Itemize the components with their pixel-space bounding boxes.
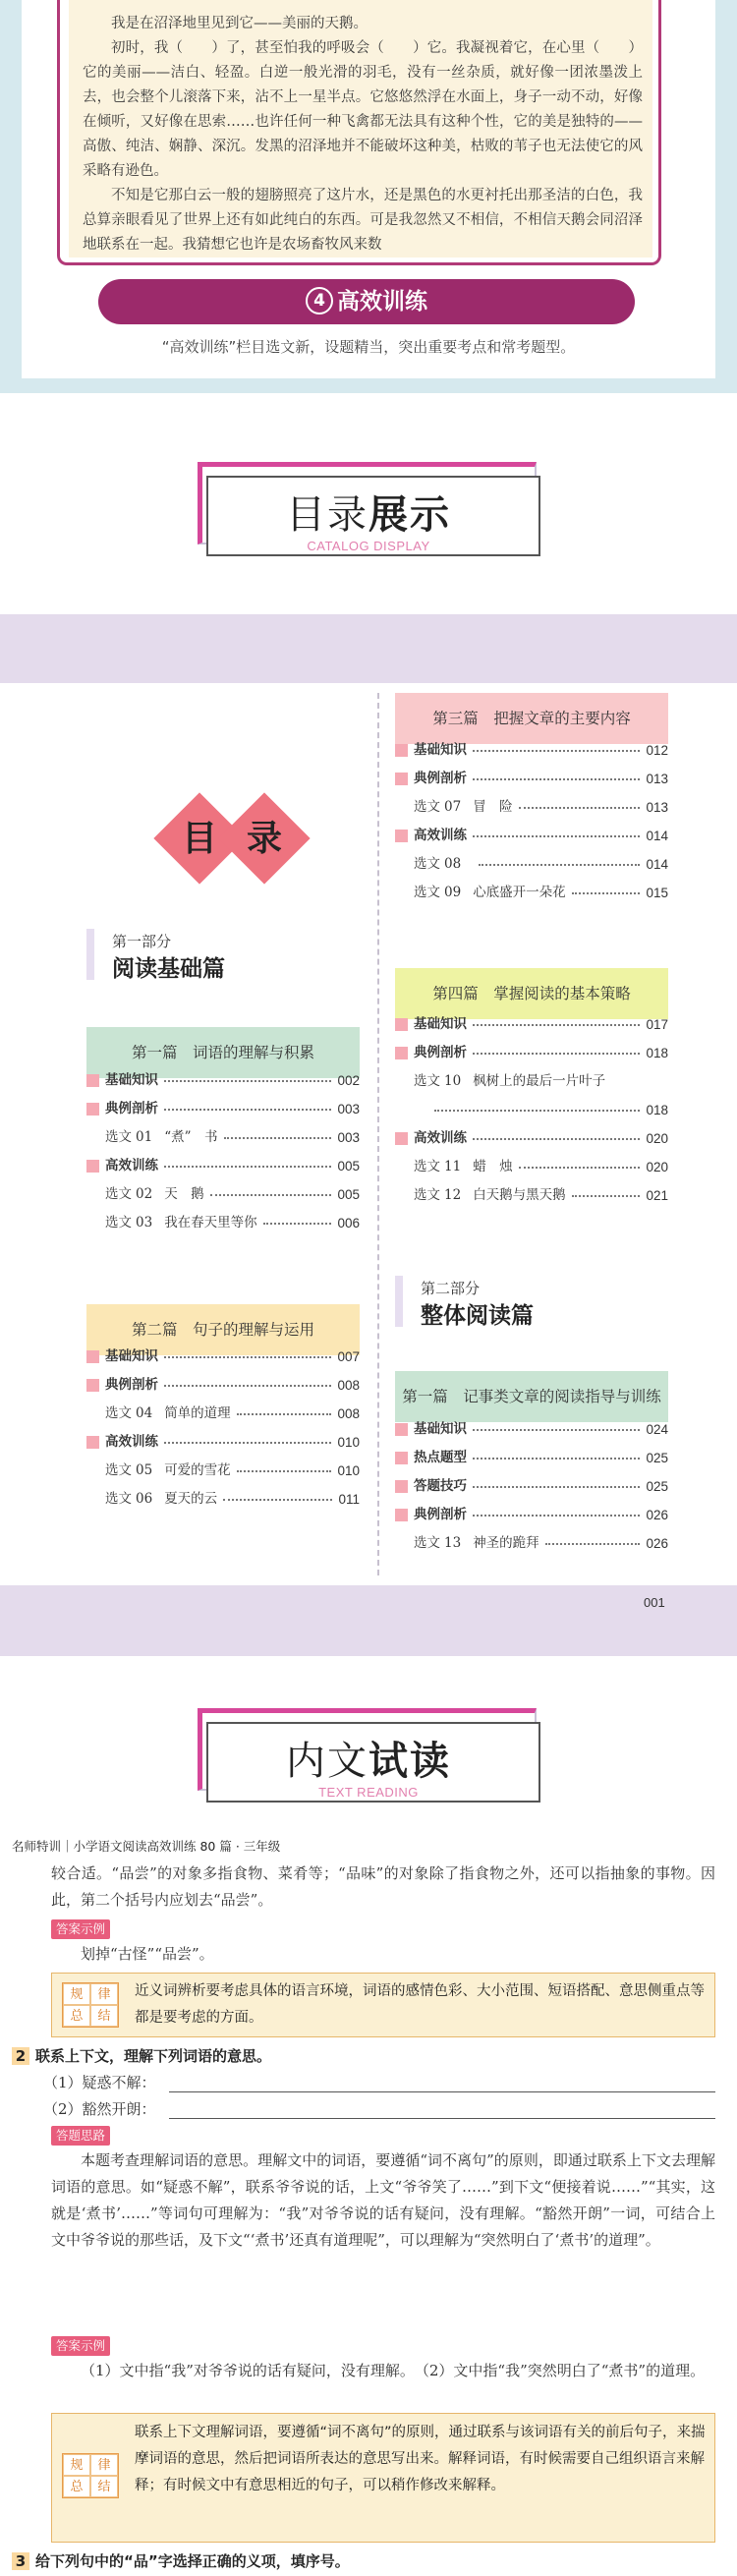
leader-dots	[473, 1138, 640, 1140]
toc-entry[interactable]	[395, 1039, 668, 1067]
rule-summary-label: 规 律 总 结	[62, 1982, 119, 2028]
leader-dots	[473, 750, 640, 752]
toc-entry-number: 06	[136, 1491, 153, 1507]
column-divider	[377, 693, 379, 1575]
answer-blank-line	[169, 2091, 715, 2092]
leader-dots	[572, 892, 641, 894]
running-head: 名师特训｜小学语文阅读高效训练 80 篇 · 三年级	[12, 1839, 281, 1854]
question-number: 3	[12, 2552, 29, 2570]
toc-entry-number: 01	[136, 1129, 153, 1145]
toc-entry-label: 基础知识	[105, 1072, 158, 1088]
banner-label: 高效训练	[337, 289, 427, 315]
toc-entry[interactable]	[395, 1124, 668, 1153]
leader-dots	[473, 1515, 640, 1517]
leader-dots	[164, 1442, 331, 1444]
part-marker	[395, 1276, 403, 1327]
thinking-paragraph: 本题考查理解词语的意思。理解文中的词语，要遵循“词不离句”的原则，即通过联系上下文去理解词语的意思。如“疑惑不解”，联系爷爷说的话，上文“爷爷笑了……”到下文“便接着说……”“其实，这就是‘煮书’……”等词句可理解为：“我”对爷爷说的话有疑问，没有理解。“豁然开朗”一词，可结合上文中爷爷说的那些话，及下文“‘煮书’还真有道理呢”，可以理解为“突然明白了‘煮书’的道理”。	[51, 2151, 715, 2249]
toc-entry-number: 09	[444, 885, 462, 900]
bullet-square-icon	[395, 744, 408, 757]
toc-entry-title: 我在春天里等你	[164, 1215, 257, 1231]
intro-paragraph: 较合适。“品尝”的对象多指食物、菜肴等；“品味”的对象除了指食物之外，还可以指抽象的事物。因此，第二个括号内应划去“品尝”。	[51, 1864, 715, 1909]
part-name: 整体阅读篇	[421, 1303, 534, 1329]
leader-dots	[164, 1109, 331, 1111]
bullet-square-icon	[86, 1074, 99, 1087]
sample-paragraph: 初时，我（ ）了，甚至怕我的呼吸会（ ）它。我凝视着它，在心里（ ）它的美丽——洁白、轻盈。白逆一般光滑的羽毛，没有一丝杂质，就好像一团浓墨泼上去，也会整个儿滚落下来，沾不上一星半点。它悠悠然浮在水面上，身子一动不动，好像在倾听，又好像在思索……也许任何一种飞禽都无法具有这种个性，它的美是独特的——高傲、纯洁、娴静、深沉。发黑的沼泽地并不能破坏这种美，枯败的苇子也无法使它的风采略有逊色。	[83, 40, 643, 179]
reading-section	[0, 1656, 737, 2576]
blank-item: （2）豁然开朗：	[43, 2100, 156, 2118]
leader-dots	[434, 1110, 640, 1112]
toc-entry-title: 简单的道理	[164, 1405, 231, 1421]
answer-tag: 答案示例	[51, 2336, 110, 2356]
section-description: “高效训练”栏目选文新，设题精当，突出重要考点和常考题型。	[161, 338, 576, 356]
toc-page-number: 020	[646, 1160, 668, 1174]
leader-dots	[473, 778, 640, 780]
toc-entry[interactable]	[86, 1428, 360, 1457]
toc-entry[interactable]	[86, 1485, 360, 1514]
thinking-tag: 答题思路	[51, 2126, 110, 2146]
toc-entry-label: 选文	[105, 1405, 132, 1421]
answer-blank-line	[169, 2118, 715, 2119]
leader-dots	[473, 1429, 640, 1431]
toc-page-number: 020	[646, 1131, 668, 1146]
toc-entry-label: 典例剖析	[414, 1507, 467, 1522]
toc-entry-label: 高效训练	[414, 828, 467, 843]
toc-entry-label: 基础知识	[414, 1016, 467, 1032]
toc-page-number: 012	[646, 743, 668, 758]
toc-page-number: 010	[337, 1435, 360, 1450]
toc-section-title: 第四篇 掌握阅读的基本策略	[395, 968, 668, 1019]
bullet-square-icon	[86, 1160, 99, 1173]
leader-dots	[473, 1053, 640, 1055]
toc-entry[interactable]	[86, 1123, 360, 1152]
toc-page-number: 018	[646, 1046, 668, 1060]
toc-entry-label: 高效训练	[105, 1158, 158, 1174]
leader-dots	[164, 1080, 331, 1082]
sample-paragraph: 我是在沼泽地里见到它——美丽的天鹅。	[111, 16, 368, 31]
toc-entry-label: 高效训练	[414, 1130, 467, 1146]
toc-entry[interactable]	[395, 822, 668, 850]
sample-section	[0, 0, 737, 393]
toc-page-number: 003	[337, 1130, 360, 1145]
catalog-section	[0, 614, 737, 1656]
catalog-subtitle: CATALOG DISPLAY	[307, 539, 430, 553]
toc-entry[interactable]	[395, 765, 668, 793]
toc-entry-number: 13	[444, 1535, 462, 1551]
toc-entry-label: 选文	[414, 1535, 440, 1551]
bullet-square-icon	[395, 830, 408, 842]
toc-entry[interactable]	[395, 1096, 668, 1124]
efficient-training-banner	[98, 279, 635, 324]
toc-entry-title: “煮” 书	[164, 1129, 218, 1145]
toc-entry[interactable]	[395, 1529, 668, 1558]
bullet-square-icon	[395, 1132, 408, 1145]
leader-dots	[473, 1486, 640, 1488]
sample-paragraph: 不知是它那白云一般的翅膀照亮了这片水，还是黑色的水更衬托出那圣洁的白色，我总算亲眼看见了世界上还有如此纯白的东西。可是我忽然又不相信，不相信天鹅会同沼泽地联系在一起。我猜想它也许是农场畜牧风来数	[83, 188, 643, 253]
toc-page-number: 006	[337, 1216, 360, 1231]
page-number: 001	[644, 1595, 665, 1610]
toc-entry-label: 典例剖析	[414, 771, 467, 786]
answer-text: （1）文中指“我”对爷爷说的话有疑问，没有理解。 （2）文中指“我”突然明白了“煮书”的道理。	[81, 2362, 706, 2379]
toc-entry[interactable]	[86, 1180, 360, 1209]
leader-dots	[479, 864, 640, 866]
toc-entry-title: 神圣的跪拜	[473, 1535, 539, 1551]
leader-dots	[210, 1194, 332, 1196]
toc-page-number: 014	[646, 829, 668, 843]
bullet-square-icon	[395, 1423, 408, 1436]
toc-entry[interactable]	[395, 736, 668, 765]
toc-entry-label: 选文	[414, 1159, 440, 1174]
toc-entry[interactable]	[86, 1066, 360, 1095]
toc-entry-label: 基础知识	[414, 742, 467, 758]
toc-entry-number: 10	[444, 1073, 462, 1089]
toc-entry-label: 典例剖析	[414, 1045, 467, 1060]
catalog-band-bottom	[0, 1585, 737, 1656]
question-number: 2	[12, 2047, 29, 2065]
toc-entry[interactable]	[395, 879, 668, 907]
answer-tag: 答案示例	[51, 1919, 110, 1939]
blank-item: （1）疑惑不解：	[43, 2074, 156, 2091]
toc-page-number: 024	[646, 1422, 668, 1437]
toc-page-number: 007	[337, 1349, 360, 1364]
toc-entry[interactable]	[395, 1010, 668, 1039]
toc-entry[interactable]	[395, 1444, 668, 1472]
toc-page-number: 013	[646, 772, 668, 786]
toc-entry[interactable]	[395, 1472, 668, 1501]
toc-section-title: 第三篇 把握文章的主要内容	[395, 693, 668, 744]
rule-summary-box	[51, 2413, 715, 2543]
leader-dots	[164, 1385, 331, 1387]
bullet-square-icon	[395, 773, 408, 785]
catalog-heading	[0, 462, 737, 639]
toc-page-number: 025	[646, 1451, 668, 1465]
toc-entry[interactable]	[86, 1095, 360, 1123]
toc-entry[interactable]	[395, 1153, 668, 1181]
leader-dots	[473, 1024, 640, 1026]
toc-entry-label: 选文	[105, 1186, 132, 1202]
toc-entry-label: 基础知识	[414, 1421, 467, 1437]
leader-dots	[263, 1223, 332, 1225]
leader-dots	[519, 807, 641, 809]
toc-page-number: 011	[338, 1492, 360, 1507]
toc-entry-number: 04	[136, 1405, 153, 1421]
toc-entry-label: 选文	[414, 1073, 440, 1089]
bullet-square-icon	[86, 1379, 99, 1392]
toc-page-number: 010	[337, 1463, 360, 1478]
leader-dots	[224, 1137, 332, 1139]
toc-entry-title: 心底盛开一朵花	[473, 885, 566, 900]
toc-entry-title: 白天鹅与黑天鹅	[473, 1187, 566, 1203]
toc-page-number: 017	[646, 1017, 668, 1032]
toc-entry[interactable]	[395, 1181, 668, 1210]
rule-summary-text: 近义词辨析要考虑具体的语言环境，词语的感情色彩、大小范围、短语搭配、意思侧重点等都是要考虑的方面。	[135, 1983, 705, 2026]
toc-entry[interactable]	[86, 1209, 360, 1237]
toc-entry[interactable]	[395, 1501, 668, 1529]
leader-dots	[545, 1543, 641, 1545]
toc-entry-title: 枫树上的最后一片叶子	[473, 1073, 606, 1089]
toc-entry-label: 选文	[105, 1462, 132, 1478]
toc-page-number: 013	[646, 800, 668, 815]
toc-entry[interactable]	[395, 1415, 668, 1444]
toc-entry-title: 可爱的雪花	[164, 1462, 231, 1478]
toc-entry-label: 选文	[414, 885, 440, 900]
leader-dots	[237, 1470, 332, 1472]
bullet-square-icon	[395, 1509, 408, 1521]
bullet-square-icon	[86, 1103, 99, 1116]
toc-entry-label: 选文	[414, 1187, 440, 1203]
bullet-square-icon	[395, 1452, 408, 1464]
toc-page-number: 003	[337, 1102, 360, 1116]
toc-page-number: 025	[646, 1479, 668, 1494]
bullet-square-icon	[395, 1480, 408, 1493]
toc-entry-title: 夏天的云	[164, 1491, 218, 1507]
leader-dots	[164, 1356, 331, 1358]
toc-entry-label: 选文	[414, 799, 440, 815]
toc-entry-number: 07	[444, 799, 462, 815]
leader-dots	[237, 1413, 332, 1415]
toc-entry-label: 高效训练	[105, 1434, 158, 1450]
toc-entry-label: 热点题型	[414, 1450, 467, 1465]
toc-entry[interactable]	[86, 1371, 360, 1400]
toc-entry-number: 11	[444, 1159, 462, 1174]
bullet-square-icon	[86, 1436, 99, 1449]
toc-page-number: 026	[646, 1536, 668, 1551]
toc-entry-number: 12	[444, 1187, 462, 1203]
question-2: 2 联系上下文，理解下列词语的意思。	[12, 2045, 271, 2066]
toc-entry-title: 天 鹅	[164, 1186, 204, 1202]
toc-entry-label: 选文	[105, 1215, 132, 1231]
bullet-square-icon	[395, 1018, 408, 1031]
toc-entry[interactable]	[86, 1343, 360, 1371]
leader-dots	[164, 1166, 331, 1168]
toc-page-number: 008	[337, 1406, 360, 1421]
toc-entry-label: 答题技巧	[414, 1478, 467, 1494]
answer-text: 划掉“古怪”“品尝”。	[81, 1945, 214, 1963]
toc-section-title: 第二篇 句子的理解与运用	[86, 1304, 360, 1355]
catalog-title: 目录展示	[286, 492, 451, 538]
part-label: 第一部分	[112, 933, 172, 950]
part-marker	[86, 929, 94, 980]
toc-section-title: 第一篇 记事类文章的阅读指导与训练	[395, 1371, 668, 1422]
toc-page-number: 005	[337, 1187, 360, 1202]
toc-entry[interactable]	[395, 850, 668, 879]
circled-number-badge: 4	[306, 287, 333, 315]
leader-dots	[473, 1458, 640, 1460]
toc-entry-title: 蜡 烛	[473, 1159, 513, 1174]
rule-summary-text: 联系上下文理解词语，要遵循“词不离句”的原则，通过联系与该词语有关的前后句子，来揣摩词语的意思，然后把词语所表达的意思写出来。解释词语，有时候需要自己组织语言来解释；有时候文中有意思相近的句子，可以稍作修改来解释。	[135, 2425, 706, 2493]
part-name: 阅读基础篇	[112, 956, 225, 982]
reading-title: 内文试读	[286, 1739, 451, 1784]
toc-entry[interactable]	[395, 793, 668, 822]
toc-entry-label: 选文	[105, 1491, 132, 1507]
rule-summary-box	[51, 1973, 715, 2037]
toc-entry[interactable]	[86, 1457, 360, 1485]
toc-page-number: 005	[337, 1159, 360, 1174]
catalog-band-top	[0, 614, 737, 683]
toc-section-title: 第一篇 词语的理解与积累	[86, 1027, 360, 1078]
leader-dots	[473, 835, 640, 837]
mulu-char: 目	[181, 818, 217, 859]
toc-entry-label: 基础知识	[105, 1348, 158, 1364]
toc-entry[interactable]	[86, 1400, 360, 1428]
leader-dots	[572, 1195, 641, 1197]
toc-entry-number: 02	[136, 1186, 153, 1202]
toc-page-number: 018	[646, 1103, 668, 1117]
toc-entry-label: 典例剖析	[105, 1101, 158, 1116]
toc-entry[interactable]	[395, 1067, 668, 1096]
rule-summary-label: 规 律 总 结	[62, 2453, 119, 2498]
toc-entry-number: 03	[136, 1215, 153, 1231]
toc-page-number: 026	[646, 1508, 668, 1522]
toc-entry-label: 选文	[414, 856, 440, 872]
toc-page-number: 008	[337, 1378, 360, 1393]
leader-dots	[223, 1499, 332, 1501]
toc-entry-label: 典例剖析	[105, 1377, 158, 1393]
toc-page-number: 015	[646, 886, 668, 900]
question-3: 3 给下列句中的“品”字选择正确的义项，填序号。	[12, 2550, 350, 2571]
toc-entry-number: 05	[136, 1462, 153, 1478]
toc-entry-label: 选文	[105, 1129, 132, 1145]
toc-page-number: 002	[337, 1073, 360, 1088]
bullet-square-icon	[86, 1350, 99, 1363]
bullet-square-icon	[395, 1047, 408, 1059]
mulu-char: 录	[246, 818, 282, 859]
toc-entry-title: 冒 险	[473, 799, 513, 815]
reading-subtitle: TEXT READING	[318, 1785, 419, 1800]
leader-dots	[519, 1167, 641, 1169]
toc-page-number: 021	[646, 1188, 668, 1203]
part-label: 第二部分	[421, 1280, 481, 1297]
toc-entry-number: 08	[444, 856, 462, 872]
toc-entry[interactable]	[86, 1152, 360, 1180]
toc-page-number: 014	[646, 857, 668, 872]
